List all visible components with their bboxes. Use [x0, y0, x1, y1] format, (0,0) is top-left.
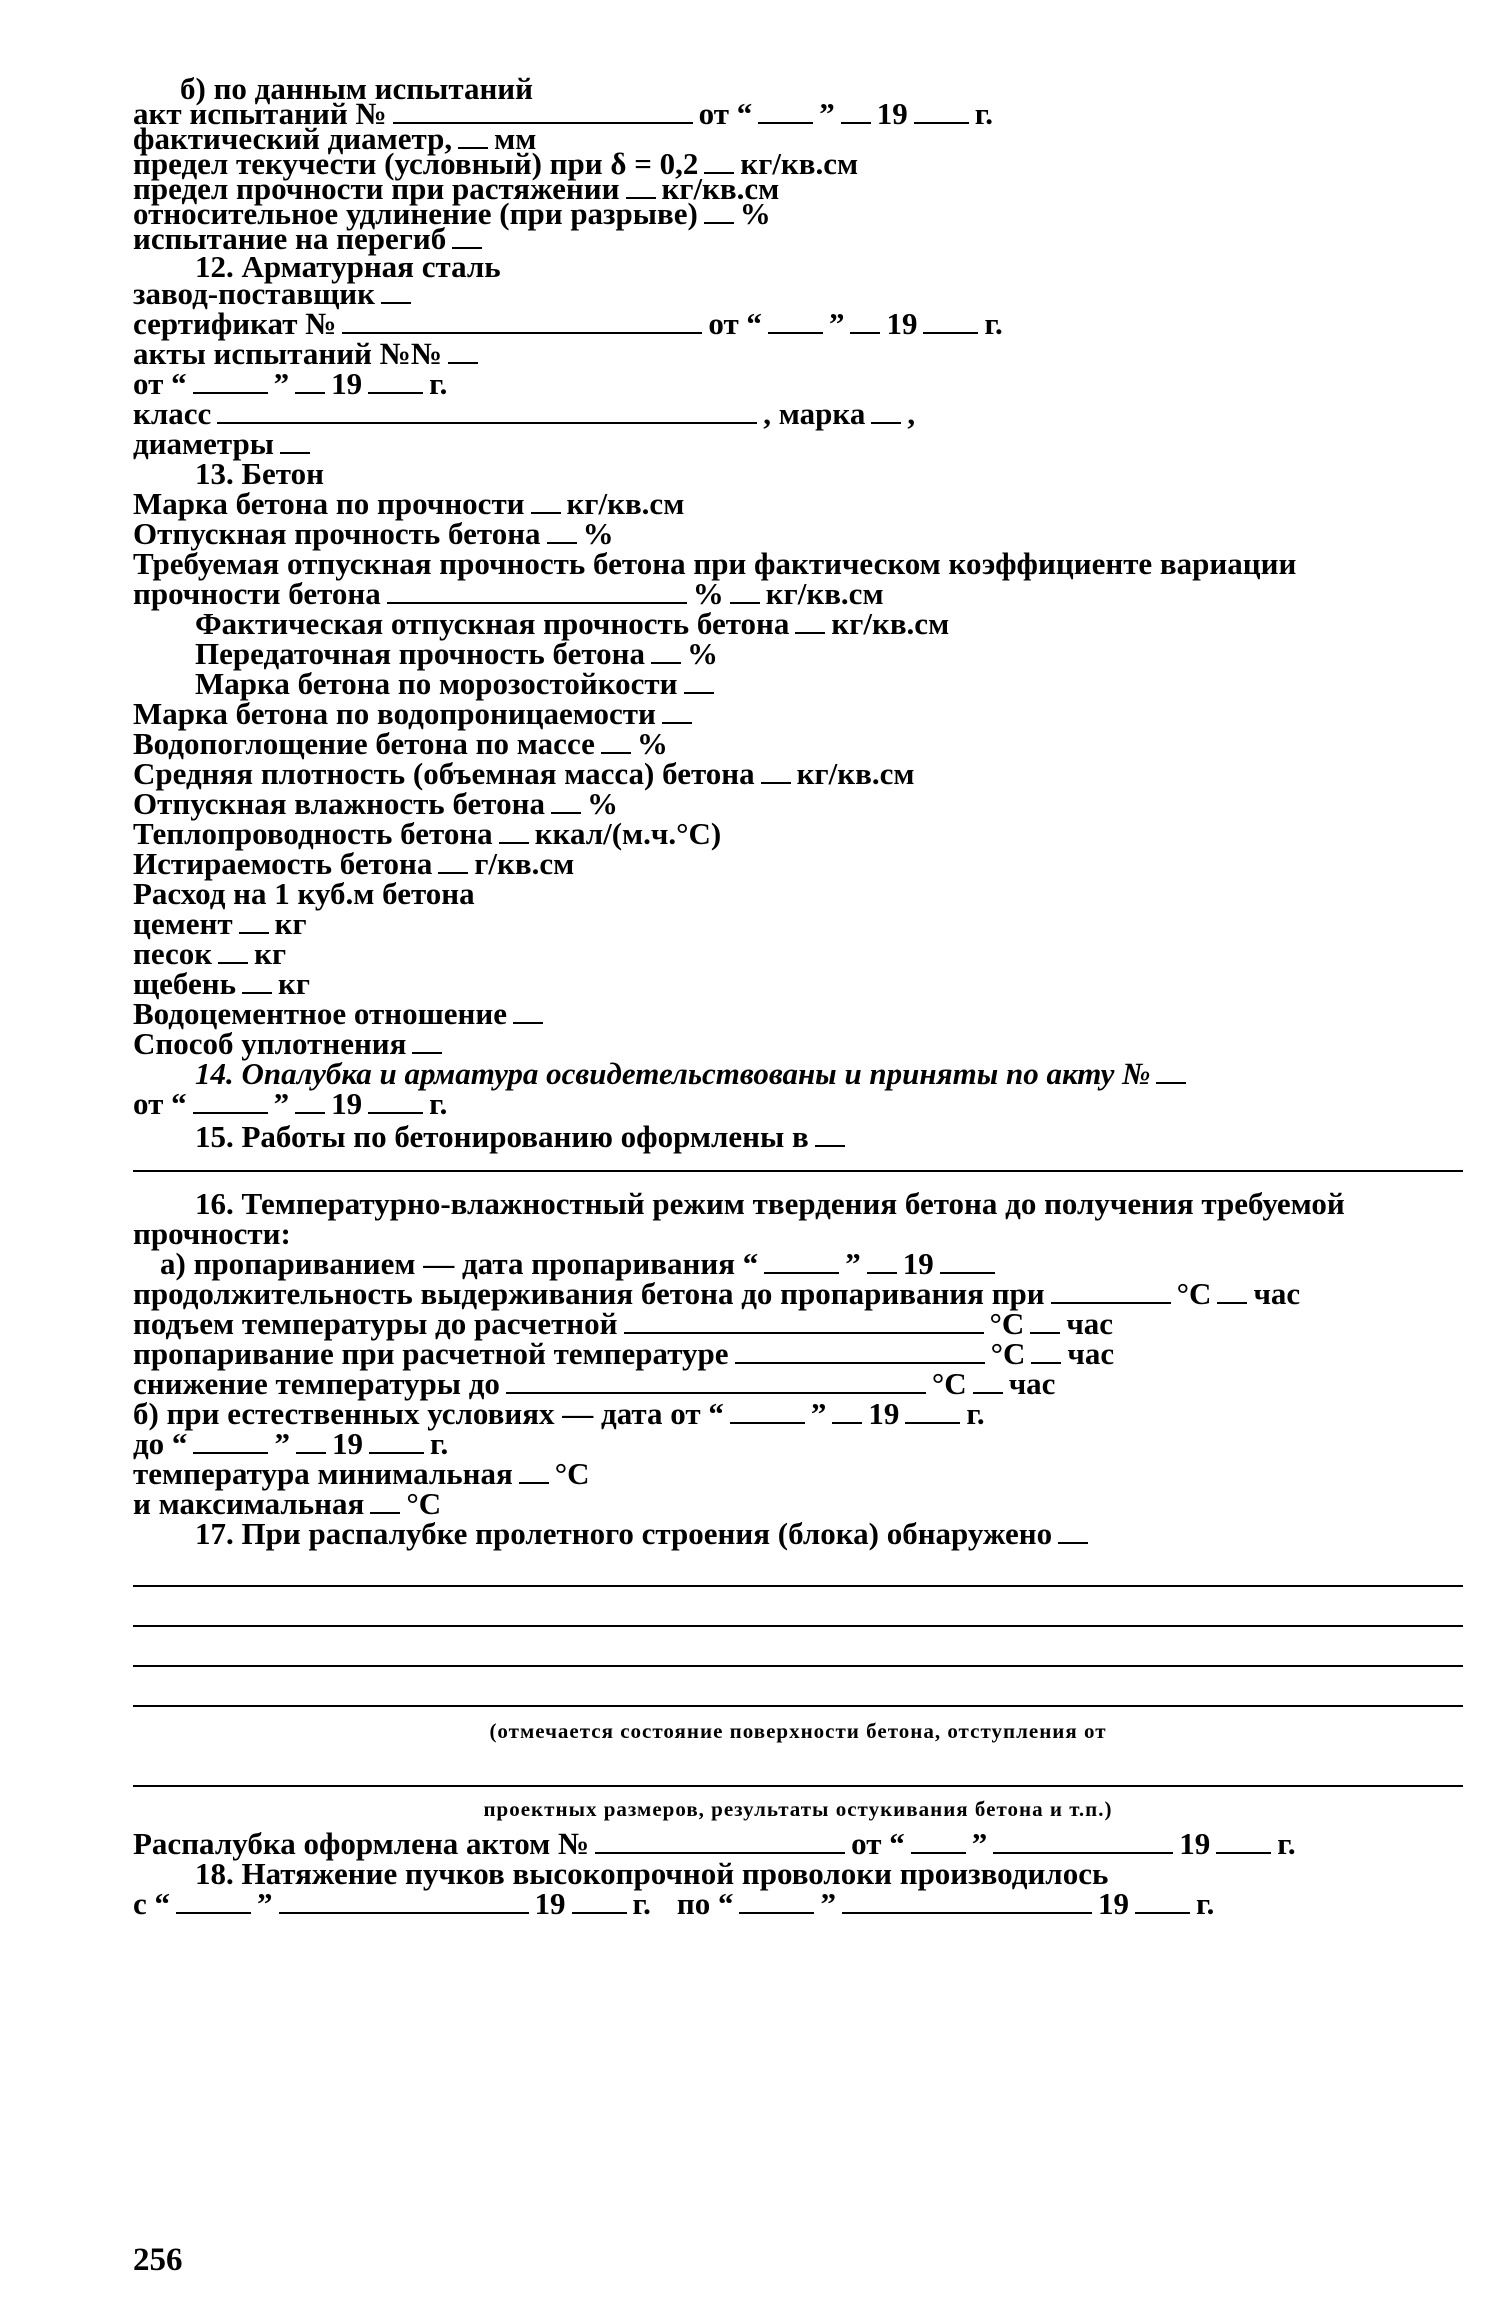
form-text: от “	[708, 306, 762, 341]
form-text: б) по данным испытаний	[180, 71, 534, 106]
form-text: Распалубка оформлена актом №	[133, 1826, 590, 1861]
form-text: акты испытаний №№	[133, 336, 442, 371]
form-text: 16. Температурно-влажностный режим твердения бетона до получения требуемой	[195, 1186, 1345, 1221]
form-text: °C	[554, 1456, 590, 1491]
form-text: %	[586, 786, 618, 821]
form-text: г/кв.см	[474, 846, 575, 881]
form-text: Требуемая отпускная прочность бетона при фактическом коэффициенте вариации	[133, 546, 1297, 581]
form-text: ,	[907, 396, 916, 431]
form-text: предел прочности при растяжении	[133, 171, 620, 206]
form-text: 15. Работы по бетонированию оформлены в	[195, 1119, 809, 1154]
blank-field	[764, 1272, 839, 1274]
blank-field	[832, 1422, 862, 1424]
blank-field	[506, 1392, 926, 1394]
note-project-dimensions	[133, 1790, 1463, 1826]
form-text: ”	[845, 1246, 861, 1281]
blank-field	[1030, 1332, 1060, 1334]
blank-field	[368, 392, 423, 394]
form-text: г.	[974, 96, 994, 131]
note-surface-condition	[133, 1712, 1463, 1748]
form-text: испытание на перегиб	[133, 221, 447, 256]
form-text: класс	[133, 396, 212, 431]
form-text: проектных размеров, результаты остукивания бетона и т.п.)	[483, 1797, 1113, 1821]
section-15-concreting	[195, 1118, 1463, 1154]
form-text: ккал/(м.ч.°C)	[534, 816, 722, 851]
form-text: %	[636, 726, 668, 761]
fill-line	[133, 1585, 1463, 1587]
form-text: %	[739, 196, 771, 231]
form-text: Средняя плотность (объемная масса) бетона	[133, 756, 755, 791]
section-17-title	[195, 1515, 1463, 1551]
form-text: 14. Опалубка и арматура освидетельствованы и приняты по акту №	[195, 1056, 1151, 1091]
form-text: , марка	[763, 396, 866, 431]
blank-field	[973, 1392, 1003, 1394]
form-text: кг/кв.см	[831, 606, 950, 641]
form-text: завод-поставщик	[133, 276, 375, 311]
form-text: Способ уплотнения	[133, 1026, 407, 1061]
blank-field	[624, 1332, 984, 1334]
blank-field	[739, 1912, 814, 1914]
form-text: 19	[886, 306, 918, 341]
form-text: °C	[1176, 1276, 1212, 1311]
blank-field	[735, 1362, 985, 1364]
form-text: Фактическая отпускная прочность бетона	[195, 606, 790, 641]
form-text: от “	[133, 366, 187, 401]
form-text: сертификат №	[133, 306, 337, 341]
form-text: кг	[278, 966, 310, 1001]
page-number: 256	[133, 2242, 183, 2278]
blank-field	[369, 1452, 424, 1454]
blank-field	[513, 1022, 543, 1024]
form-text: 19	[876, 96, 908, 131]
form-text: Водопоглощение бетона по массе	[133, 726, 595, 761]
blank-field	[239, 932, 269, 934]
blank-field	[842, 1912, 1092, 1914]
form-text: от “	[133, 1086, 187, 1121]
form-text: относительное удлинение (при разрыве)	[133, 196, 698, 231]
form-text: пропаривание при расчетной температуре	[133, 1336, 729, 1371]
form-text: Расход на 1 куб.м бетона	[133, 876, 475, 911]
form-text: Марка бетона по водопроницаемости	[133, 696, 656, 731]
form-text: снижение температуры до	[133, 1366, 500, 1401]
fill-line	[133, 1625, 1463, 1627]
form-text: 12. Арматурная сталь	[195, 249, 501, 284]
blank-field	[448, 362, 478, 364]
form-text: 13. Бетон	[195, 456, 324, 491]
blank-field	[218, 962, 248, 964]
form-text: ”	[273, 366, 290, 401]
form-text: °C	[989, 1306, 1025, 1341]
form-text: Истираемость бетона	[133, 846, 433, 881]
blank-field	[387, 602, 687, 604]
form-text: 19	[534, 1886, 566, 1921]
blank-field	[572, 1912, 627, 1914]
blank-field	[1217, 1302, 1247, 1304]
form-text: г.	[429, 1426, 449, 1461]
form-text: %	[692, 576, 724, 611]
form-text: 19	[331, 366, 363, 401]
fill-line	[133, 1705, 1463, 1707]
form-text: подъем температуры до расчетной	[133, 1306, 618, 1341]
blank-field	[1135, 1912, 1190, 1914]
form-text: г.	[966, 1396, 985, 1431]
form-text: предел текучести (условный) при δ = 0,2	[133, 146, 699, 181]
form-text: °C	[931, 1366, 967, 1401]
blank-field	[871, 422, 901, 424]
form-text: кг	[254, 936, 287, 971]
form-text: и максимальная	[133, 1486, 365, 1521]
blank-field	[499, 842, 529, 844]
form-text: %	[687, 636, 719, 671]
form-text: фактический диаметр,	[133, 121, 453, 156]
form-text: °C	[990, 1336, 1026, 1371]
blank-field	[1031, 1362, 1061, 1364]
form-text: ”	[810, 1396, 827, 1431]
form-text: песок	[133, 936, 213, 971]
blank-field	[940, 1272, 995, 1274]
blank-field	[279, 1912, 529, 1914]
form-text: г.	[984, 306, 1003, 341]
line-tension-dates	[133, 1885, 1463, 1921]
form-text: 19	[1097, 1886, 1129, 1921]
form-text: ”	[257, 1886, 273, 1921]
form-text: час	[1253, 1276, 1301, 1311]
blank-field	[519, 1482, 549, 1484]
fill-line	[133, 1665, 1463, 1667]
form-text: ”	[273, 1086, 290, 1121]
blank-field	[370, 1512, 400, 1514]
line-formwork-date	[133, 1085, 1463, 1121]
blank-field	[547, 542, 577, 544]
form-text: прочности бетона	[133, 576, 381, 611]
blank-field	[815, 1145, 845, 1147]
form-text: мм	[494, 121, 537, 156]
form-text: 19	[902, 1246, 934, 1281]
blank-field	[296, 1452, 326, 1454]
form-text: г.	[632, 1886, 651, 1921]
form-text: °C	[406, 1486, 442, 1521]
form-text: 18. Натяжение пучков высокопрочной проволоки производилось	[195, 1856, 1109, 1891]
blank-field	[730, 1422, 805, 1424]
form-text: г.	[1277, 1826, 1296, 1861]
form-text: от “	[851, 1826, 905, 1861]
blank-field	[662, 722, 692, 724]
blank-field	[601, 752, 631, 754]
form-text: от “	[698, 96, 753, 131]
blank-field	[193, 1452, 268, 1454]
blank-field	[795, 632, 825, 634]
blank-field	[342, 332, 702, 334]
form-text: ”	[819, 96, 835, 131]
blank-field	[280, 452, 310, 454]
form-text: продолжительность выдерживания бетона до пропаривания при	[133, 1276, 1045, 1311]
form-text: час	[1066, 1306, 1114, 1341]
form-text: цемент	[133, 906, 233, 941]
form-text: Передаточная прочность бетона	[195, 636, 646, 671]
blank-field	[761, 782, 791, 784]
blank-field	[217, 422, 757, 424]
blank-field	[993, 1852, 1173, 1854]
blank-field	[923, 332, 978, 334]
form-text: Отпускная прочность бетона	[133, 516, 541, 551]
blank-field	[905, 1422, 960, 1424]
blank-field	[242, 992, 272, 994]
form-text: 19	[331, 1426, 363, 1461]
form-text: %	[582, 516, 614, 551]
form-text: кг/кв.см	[796, 756, 915, 791]
form-text: по “	[676, 1886, 734, 1921]
blank-field	[651, 662, 681, 664]
blank-field	[850, 332, 880, 334]
blank-field	[295, 392, 325, 394]
form-text: 19	[1179, 1826, 1211, 1861]
form-text: Теплопроводность бетона	[133, 816, 493, 851]
blank-field	[867, 1272, 897, 1274]
blank-field	[176, 1912, 251, 1914]
blank-field	[531, 512, 561, 514]
form-text: 19	[331, 1086, 363, 1121]
form-text: б) при естественных условиях — дата от “	[133, 1396, 724, 1431]
form-text: кг	[274, 906, 307, 941]
form-text: Водоцементное отношение	[133, 996, 508, 1031]
form-text: час	[1067, 1336, 1115, 1371]
form-text: 19	[868, 1396, 900, 1431]
blank-field	[438, 872, 468, 874]
form-text: диаметры	[133, 426, 274, 461]
fill-line	[133, 1785, 1463, 1787]
form-text: ”	[820, 1886, 836, 1921]
form-text: (отмечается состояние поверхности бетона, отступления от	[489, 1719, 1107, 1743]
form-text: г.	[429, 366, 448, 401]
form-text: температура минимальная	[133, 1456, 513, 1491]
form-text: 17. При распалубке пролетного строения (блока) обнаружено	[195, 1516, 1053, 1551]
form-text: Марка бетона по прочности	[133, 486, 525, 521]
form-text: ”	[274, 1426, 290, 1461]
form-text: кг/кв.см	[740, 146, 859, 181]
blank-field	[1058, 1542, 1088, 1544]
blank-field	[595, 1852, 845, 1854]
form-text: щебень	[133, 966, 237, 1001]
form-text: Марка бетона по морозостойкости	[195, 666, 678, 701]
form-text: кг/кв.см	[661, 171, 780, 206]
form-text: акт испытаний №	[133, 96, 387, 131]
blank-field	[1051, 1302, 1171, 1304]
blank-field	[768, 332, 823, 334]
blank-field	[412, 1052, 442, 1054]
blank-field	[295, 1112, 325, 1114]
blank-field	[193, 1112, 268, 1114]
form-text: ”	[971, 1826, 988, 1861]
blank-field	[368, 1112, 423, 1114]
blank-field	[911, 1852, 966, 1854]
blank-field	[381, 302, 411, 304]
form-text: прочности:	[133, 1216, 291, 1251]
form-text: Отпускная влажность бетона	[133, 786, 545, 821]
form-text: г.	[1195, 1886, 1215, 1921]
form-text: ”	[828, 306, 845, 341]
blank-field	[193, 392, 268, 394]
fill-line	[133, 1170, 1463, 1172]
form-text: с “	[133, 1886, 171, 1921]
form-text: кг/кв.см	[765, 576, 884, 611]
form-text: г.	[429, 1086, 448, 1121]
blank-field	[684, 692, 714, 694]
blank-field	[551, 812, 581, 814]
form-text: а) пропариванием — дата пропаривания “	[160, 1246, 759, 1281]
form-text: до “	[133, 1426, 188, 1461]
form-text: кг/кв.см	[566, 486, 685, 521]
form-text: час	[1008, 1366, 1056, 1401]
blank-field	[1156, 1082, 1186, 1084]
blank-field	[730, 602, 760, 604]
blank-field	[1216, 1852, 1271, 1854]
